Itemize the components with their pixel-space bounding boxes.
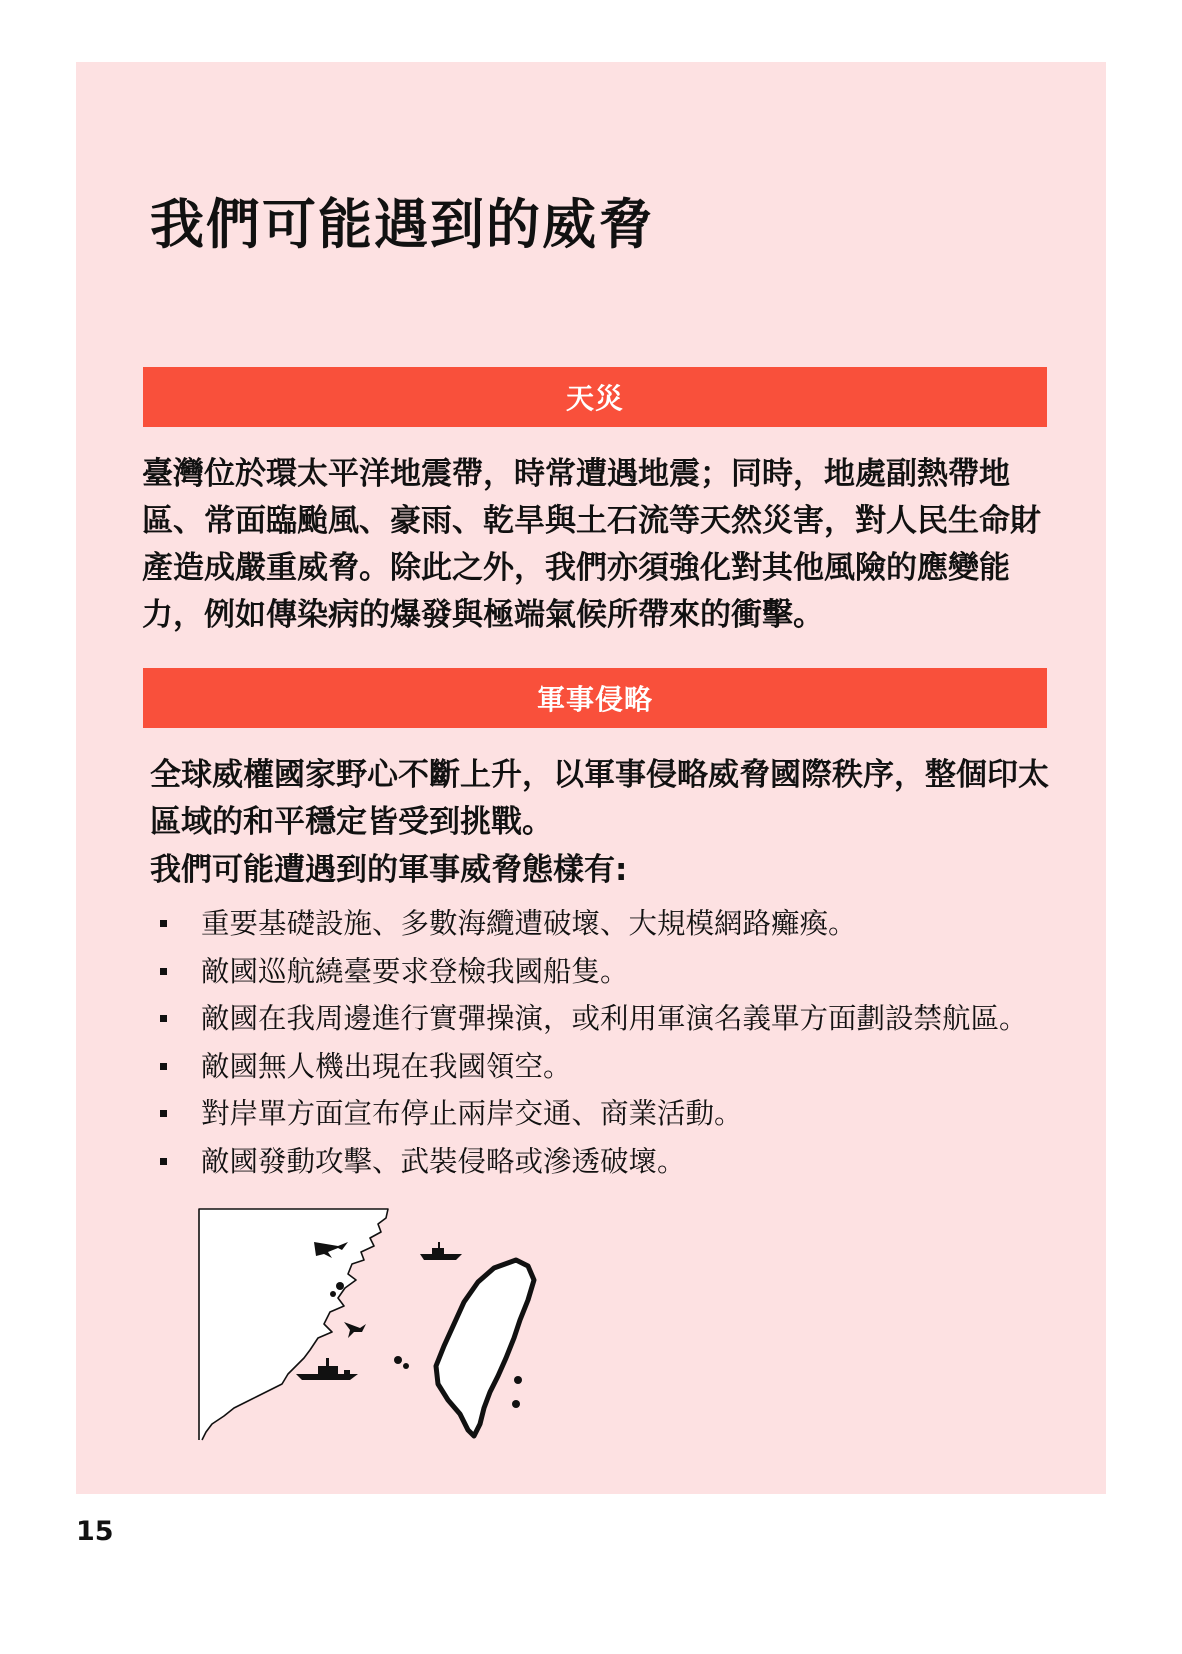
square-bullet-icon xyxy=(160,968,167,975)
strait-threat-illustration xyxy=(198,1208,558,1448)
taiwan-island-outline xyxy=(436,1260,534,1436)
list-item-text: 敵國巡航繞臺要求登檢我國船隻。 xyxy=(201,954,629,988)
military-invasion-paragraph: 全球威權國家野心不斷上升，以軍事侵略威脅國際秩序，整個印太區域的和平穩定皆受到挑戰。 xyxy=(150,757,1049,840)
kinmen-island-shape xyxy=(394,1356,402,1364)
strait-map-svg xyxy=(198,1208,558,1448)
square-bullet-icon xyxy=(160,920,167,927)
threat-list-intro: 我們可能遭遇到的軍事威脅態樣有: xyxy=(150,852,628,888)
list-item-text: 敵國發動攻擊、武裝侵略或滲透破壞。 xyxy=(201,1144,686,1178)
page-title: 我們可能遇到的威脅 xyxy=(150,193,654,256)
warship-icon xyxy=(296,1358,358,1380)
natural-disasters-paragraph: 臺灣位於環太平洋地震帶，時常遭遇地震；同時，地處副熱帶地區、常面臨颱風、豪雨、乾旱與土石流等天然災害，對人民生命財產造成嚴重威脅。除此之外，我們亦須強化對其他風險的應變能力，例如傳染病的爆發與極端氣候所帶來的衝擊。 xyxy=(142,456,1041,633)
page-number: 15 xyxy=(76,1516,114,1547)
list-item-text: 對岸單方面宣布停止兩岸交通、商業活動。 xyxy=(201,1097,743,1130)
list-item-text: 重要基礎設施、多數海纜遭破壞、大規模網路癱瘓。 xyxy=(201,907,857,940)
list-item-text: 敵國在我周邊進行實彈操演，或利用軍演名義單方面劃設禁航區。 xyxy=(201,1002,1028,1035)
list-item xyxy=(160,995,1090,1043)
coast-island-shape xyxy=(330,1291,336,1297)
list-item xyxy=(160,1043,1090,1091)
orchid-island-shape xyxy=(512,1400,520,1408)
list-item xyxy=(160,948,1090,996)
green-island-shape xyxy=(514,1376,522,1384)
list-item xyxy=(160,900,1090,948)
square-bullet-icon xyxy=(160,1015,167,1022)
square-bullet-icon xyxy=(160,1110,167,1117)
square-bullet-icon xyxy=(160,1158,167,1165)
warship-icon xyxy=(420,1242,462,1260)
section-heading-military-invasion: 軍事侵略 xyxy=(143,668,1047,728)
list-item xyxy=(160,1138,1090,1186)
list-item xyxy=(160,1090,1090,1138)
fighter-jet-icon xyxy=(344,1322,366,1338)
list-item-text: 敵國無人機出現在我國領空。 xyxy=(201,1049,572,1083)
square-bullet-icon xyxy=(160,1063,167,1070)
coast-island-shape xyxy=(336,1282,344,1290)
section-heading-natural-disasters: 天災 xyxy=(143,367,1047,427)
threat-list xyxy=(160,900,1090,1185)
coastline-map xyxy=(199,1209,388,1440)
kinmen-island-shape xyxy=(403,1363,409,1369)
